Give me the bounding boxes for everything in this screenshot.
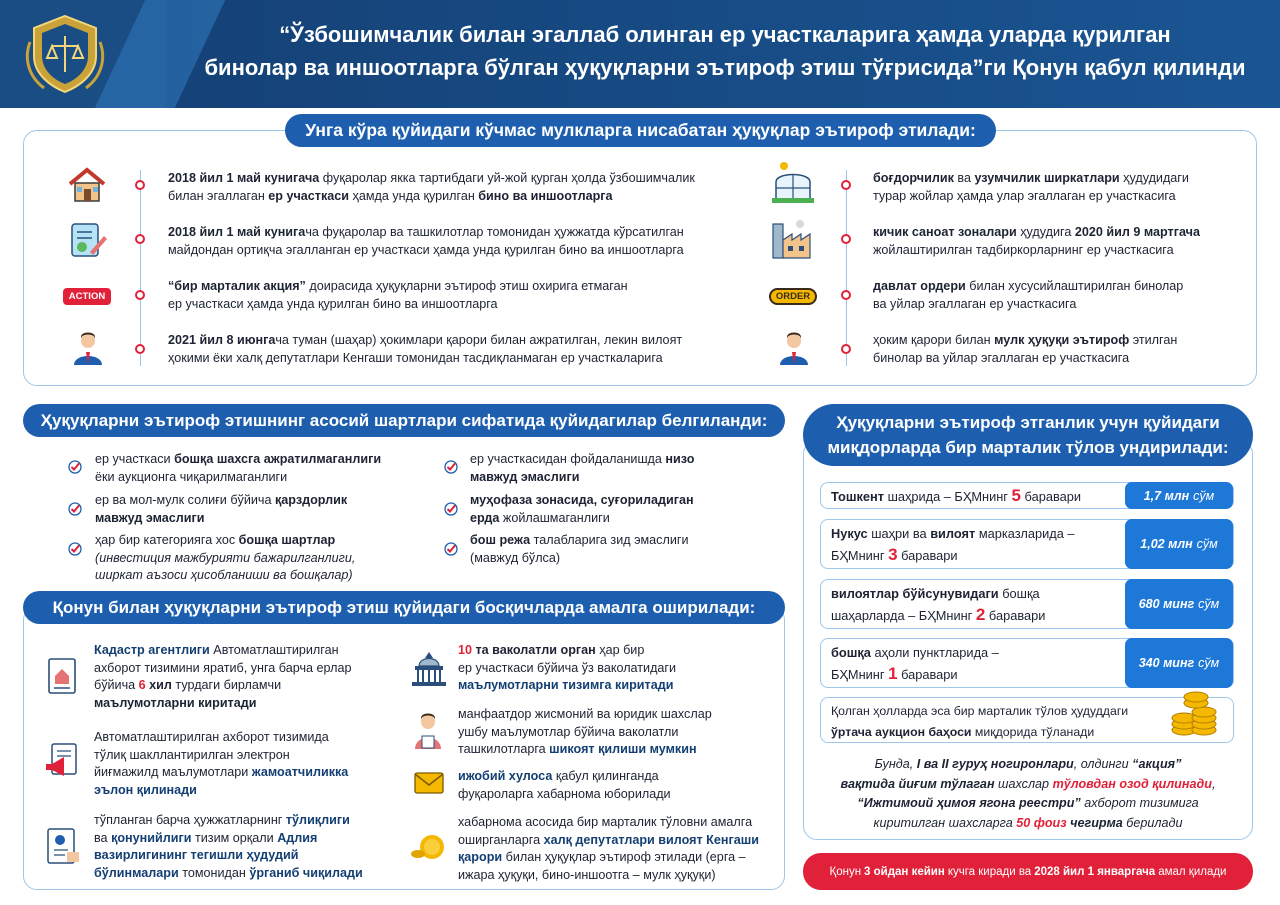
check-icon xyxy=(444,542,458,556)
document-house-icon xyxy=(46,656,80,696)
timeline-dot xyxy=(841,234,851,244)
header-banner xyxy=(0,0,1280,108)
document-pencil-icon xyxy=(68,222,108,258)
rights-item-8: ҳоким қарори билан мулк ҳуқуқи эътироф этилган бинолар ва уйлар эгаллаган ер участкасига xyxy=(873,333,1178,365)
timeline-dot xyxy=(841,180,851,190)
coins-icon xyxy=(410,832,446,862)
timeline-dot xyxy=(135,344,145,354)
factory-icon xyxy=(770,218,814,260)
section-rights-title: Унга кўра қуйидаги кўчмас мулкларга нисабатан ҳуқуқлар эътироф этилади: xyxy=(285,114,996,147)
payments-title-line-1: Ҳуқуқларни эътироф этганлик учун қуйидаги xyxy=(836,413,1220,432)
condition-1: ер участкаси бошқа шахсга ажратилмаганлиги ёки аукционга чиқарилмаганлиги xyxy=(95,452,382,484)
page-title xyxy=(200,18,1250,84)
rights-item-3: “бир марталик акция” доирасида ҳуқуқларни эътироф этиш охирига етмаган ер участкаси ҳамда унда қурилган бино ва иншоотларга xyxy=(168,279,628,311)
timeline-right xyxy=(846,170,847,366)
check-icon xyxy=(68,542,82,556)
check-icon xyxy=(68,502,82,516)
rights-item-7: давлат ордери билан хусусийлаштирилган бинолар ва уйлар эгаллаган ер участкасига xyxy=(873,279,1184,311)
payment-value: 680 минг сўм xyxy=(1125,579,1233,629)
rights-item-5: боғдорчилик ва узумчилик ширкатлари ҳудудидаги турар жойлар ҳамда улар эгаллаган ер участкасига xyxy=(873,171,1189,203)
payment-value: 1,02 млн сўм xyxy=(1125,519,1233,569)
footer-banner: Қонун 3 ойдан кейин кучга киради ва 2028 йил 1 январгача амал қилади xyxy=(803,853,1253,890)
stage-6: ижобий хулоса қабул қилинганда фуқароларга хабарнома юборилади xyxy=(458,769,671,801)
document-review-icon xyxy=(45,826,81,866)
megaphone-document-icon xyxy=(44,742,82,780)
greenhouse-icon xyxy=(770,160,816,204)
condition-3: ҳар бир категорияга хос бошқа шартлар (инвестиция мажбурияти бажарилганлиги, ширкат аъзоси ҳисобланиши ва бошқалар) xyxy=(95,533,356,582)
check-icon xyxy=(444,460,458,474)
stage-7: хабарнома асосида бир марталик тўловни амалга оширганларга халқ депутатлари вилоят Кенгаши қарори билан ҳуқуқлар эътироф этилади (ерга – ижара ҳуқуқи, бино-иншоотга – мулк ҳуқуқи) xyxy=(458,815,759,882)
payments-title-line-2: миқдорларда бир марталик тўлов ундирилади: xyxy=(827,438,1229,457)
section-payments-title xyxy=(803,404,1253,466)
section-conditions-title: Ҳуқуқларни эътироф этишнинг асосий шартлари сифатида қуйидагилар белгиланди: xyxy=(23,404,785,437)
payments-note: Бунда, I ва II гуруҳ ногиронлари, олдинги “акция” вақтида йиғим тўлаган шахслар тўловдан озод қилинади, “Ижтимоий ҳимоя ягона реестри” ахборот тизимига киритилган шахсларга 50 фоиз чегирма берилади xyxy=(840,757,1216,830)
check-icon xyxy=(68,460,82,474)
rights-item-6: кичик саноат зоналари ҳудудига 2020 йил 9 мартгача жойлаштирилган тадбиркорларнинг ер участкасига xyxy=(873,225,1200,257)
payment-row-other-settlements: бошқа аҳоли пунктларида – БҲМнинг 1 баравари 340 минг сўм xyxy=(820,638,1234,688)
stage-2: Автоматлаштирилган ахборот тизимида тўлиқ шакллантирилган электрон йиғмажилд маълумотлари жамоатчиликка эълон қилинади xyxy=(94,730,349,797)
rights-item-4: 2021 йил 8 июнгача туман (шаҳар) ҳокимлари қарори билан ажратилган, лекин вилоят ҳокими ёки халқ депутатлари Кенгаши томонидан тасдиқланмаган ер участкаларига xyxy=(168,333,683,365)
government-building-icon xyxy=(410,650,448,688)
payment-value: 1,7 млн сўм xyxy=(1125,482,1233,509)
coin-stack-icon xyxy=(1168,690,1218,738)
timeline-left xyxy=(140,170,141,366)
condition-2: ер ва мол-мулк солиғи бўйича қарздорлик мавжуд эмаслиги xyxy=(95,493,348,525)
stage-4: 10 та ваколатли орган ҳар бир ер участкаси бўйича ўз ваколатидаги маълумотларни тизимга киритади xyxy=(458,643,677,692)
official-person-icon xyxy=(70,330,106,366)
order-badge-icon: ORDER xyxy=(769,288,817,305)
rights-item-1: 2018 йил 1 май кунигача фуқаролар якка тартибдаги уй-жой қурган ҳолда ўзбошимчалик билан эгаллаган ер участкаси ҳамда унда қурилган бино ва иншоотларга xyxy=(168,171,695,203)
title-line-1: “Ўзбошимчалик билан эгаллаб олинган ер участкаларига ҳамда уларда қурилган xyxy=(279,22,1171,47)
stage-1: Кадастр агентлиги Автоматлаштирилган ахборот тизимини яратиб, унга барча ерлар бўйича 6 хил турдаги бирламчи маълумотларни киритади xyxy=(94,643,352,710)
payment-row-regional-cities: вилоятлар бўйсунувидаги бошқа шаҳарларда – БҲМнинг 2 баравари 680 минг сўм xyxy=(820,579,1234,629)
condition-4: ер участкасидан фойдаланишда низо мавжуд эмаслиги xyxy=(470,452,695,484)
check-icon xyxy=(444,502,458,516)
condition-6: бош режа талабларига зид эмаслиги (мавжуд бўлса) xyxy=(470,533,689,565)
timeline-dot xyxy=(135,180,145,190)
rights-item-2: 2018 йил 1 май кунигача фуқаролар ва ташкилотлар томонидан ҳужжатда кўрсатилган майдондан ортиқча эгалланган ер участкаси ҳамда унда қурилган бино ва иншоотларга xyxy=(168,225,684,257)
title-line-2: бинолар ва иншоотларга бўлган ҳуқуқларни эътироф этиш тўғрисида”ги Қонун қабул қилинди xyxy=(204,55,1246,80)
ministry-emblem-icon xyxy=(22,12,108,96)
person-complaint-icon xyxy=(412,712,444,750)
official-person-icon xyxy=(776,330,812,366)
section-stages-title: Қонун билан ҳуқуқларни эътироф этиш қуйидаги босқичларда амалга оширилади: xyxy=(23,591,785,624)
payment-row-tashkent: Тошкент шаҳрида – БҲМнинг 5 баравари 1,7 млн сўм xyxy=(820,482,1234,509)
payment-row-auction: Қолган ҳолларда эса бир марталик тўлов ҳудуддаги ўртача аукцион баҳоси миқдорида тўланади xyxy=(820,697,1234,743)
house-icon xyxy=(66,166,108,204)
timeline-dot xyxy=(841,344,851,354)
envelope-icon xyxy=(414,771,444,795)
payment-value: 340 минг сўм xyxy=(1125,638,1233,688)
timeline-dot xyxy=(135,234,145,244)
action-badge-icon: ACTION xyxy=(63,288,111,305)
stage-3: тўпланган барча ҳужжатларнинг тўлиқлиги ва қонунийлиги тизим орқали Адлия вазирлигининг тегишли ҳудудий бўлинмалари томонидан ўрганиб чиқилади xyxy=(94,813,363,880)
timeline-dot xyxy=(135,290,145,300)
payment-row-nukus: Нукус шаҳри ва вилоят марказларида – БҲМнинг 3 баравари 1,02 млн сўм xyxy=(820,519,1234,569)
condition-5: муҳофаза зонасида, суғориладиган ерда жойлашмаганлиги xyxy=(470,493,694,525)
stage-5: манфаатдор жисмоний ва юридик шахслар ушбу маълумотлар бўйича ваколатли ташкилотларга шикоят қилиши мумкин xyxy=(458,707,712,756)
timeline-dot xyxy=(841,290,851,300)
